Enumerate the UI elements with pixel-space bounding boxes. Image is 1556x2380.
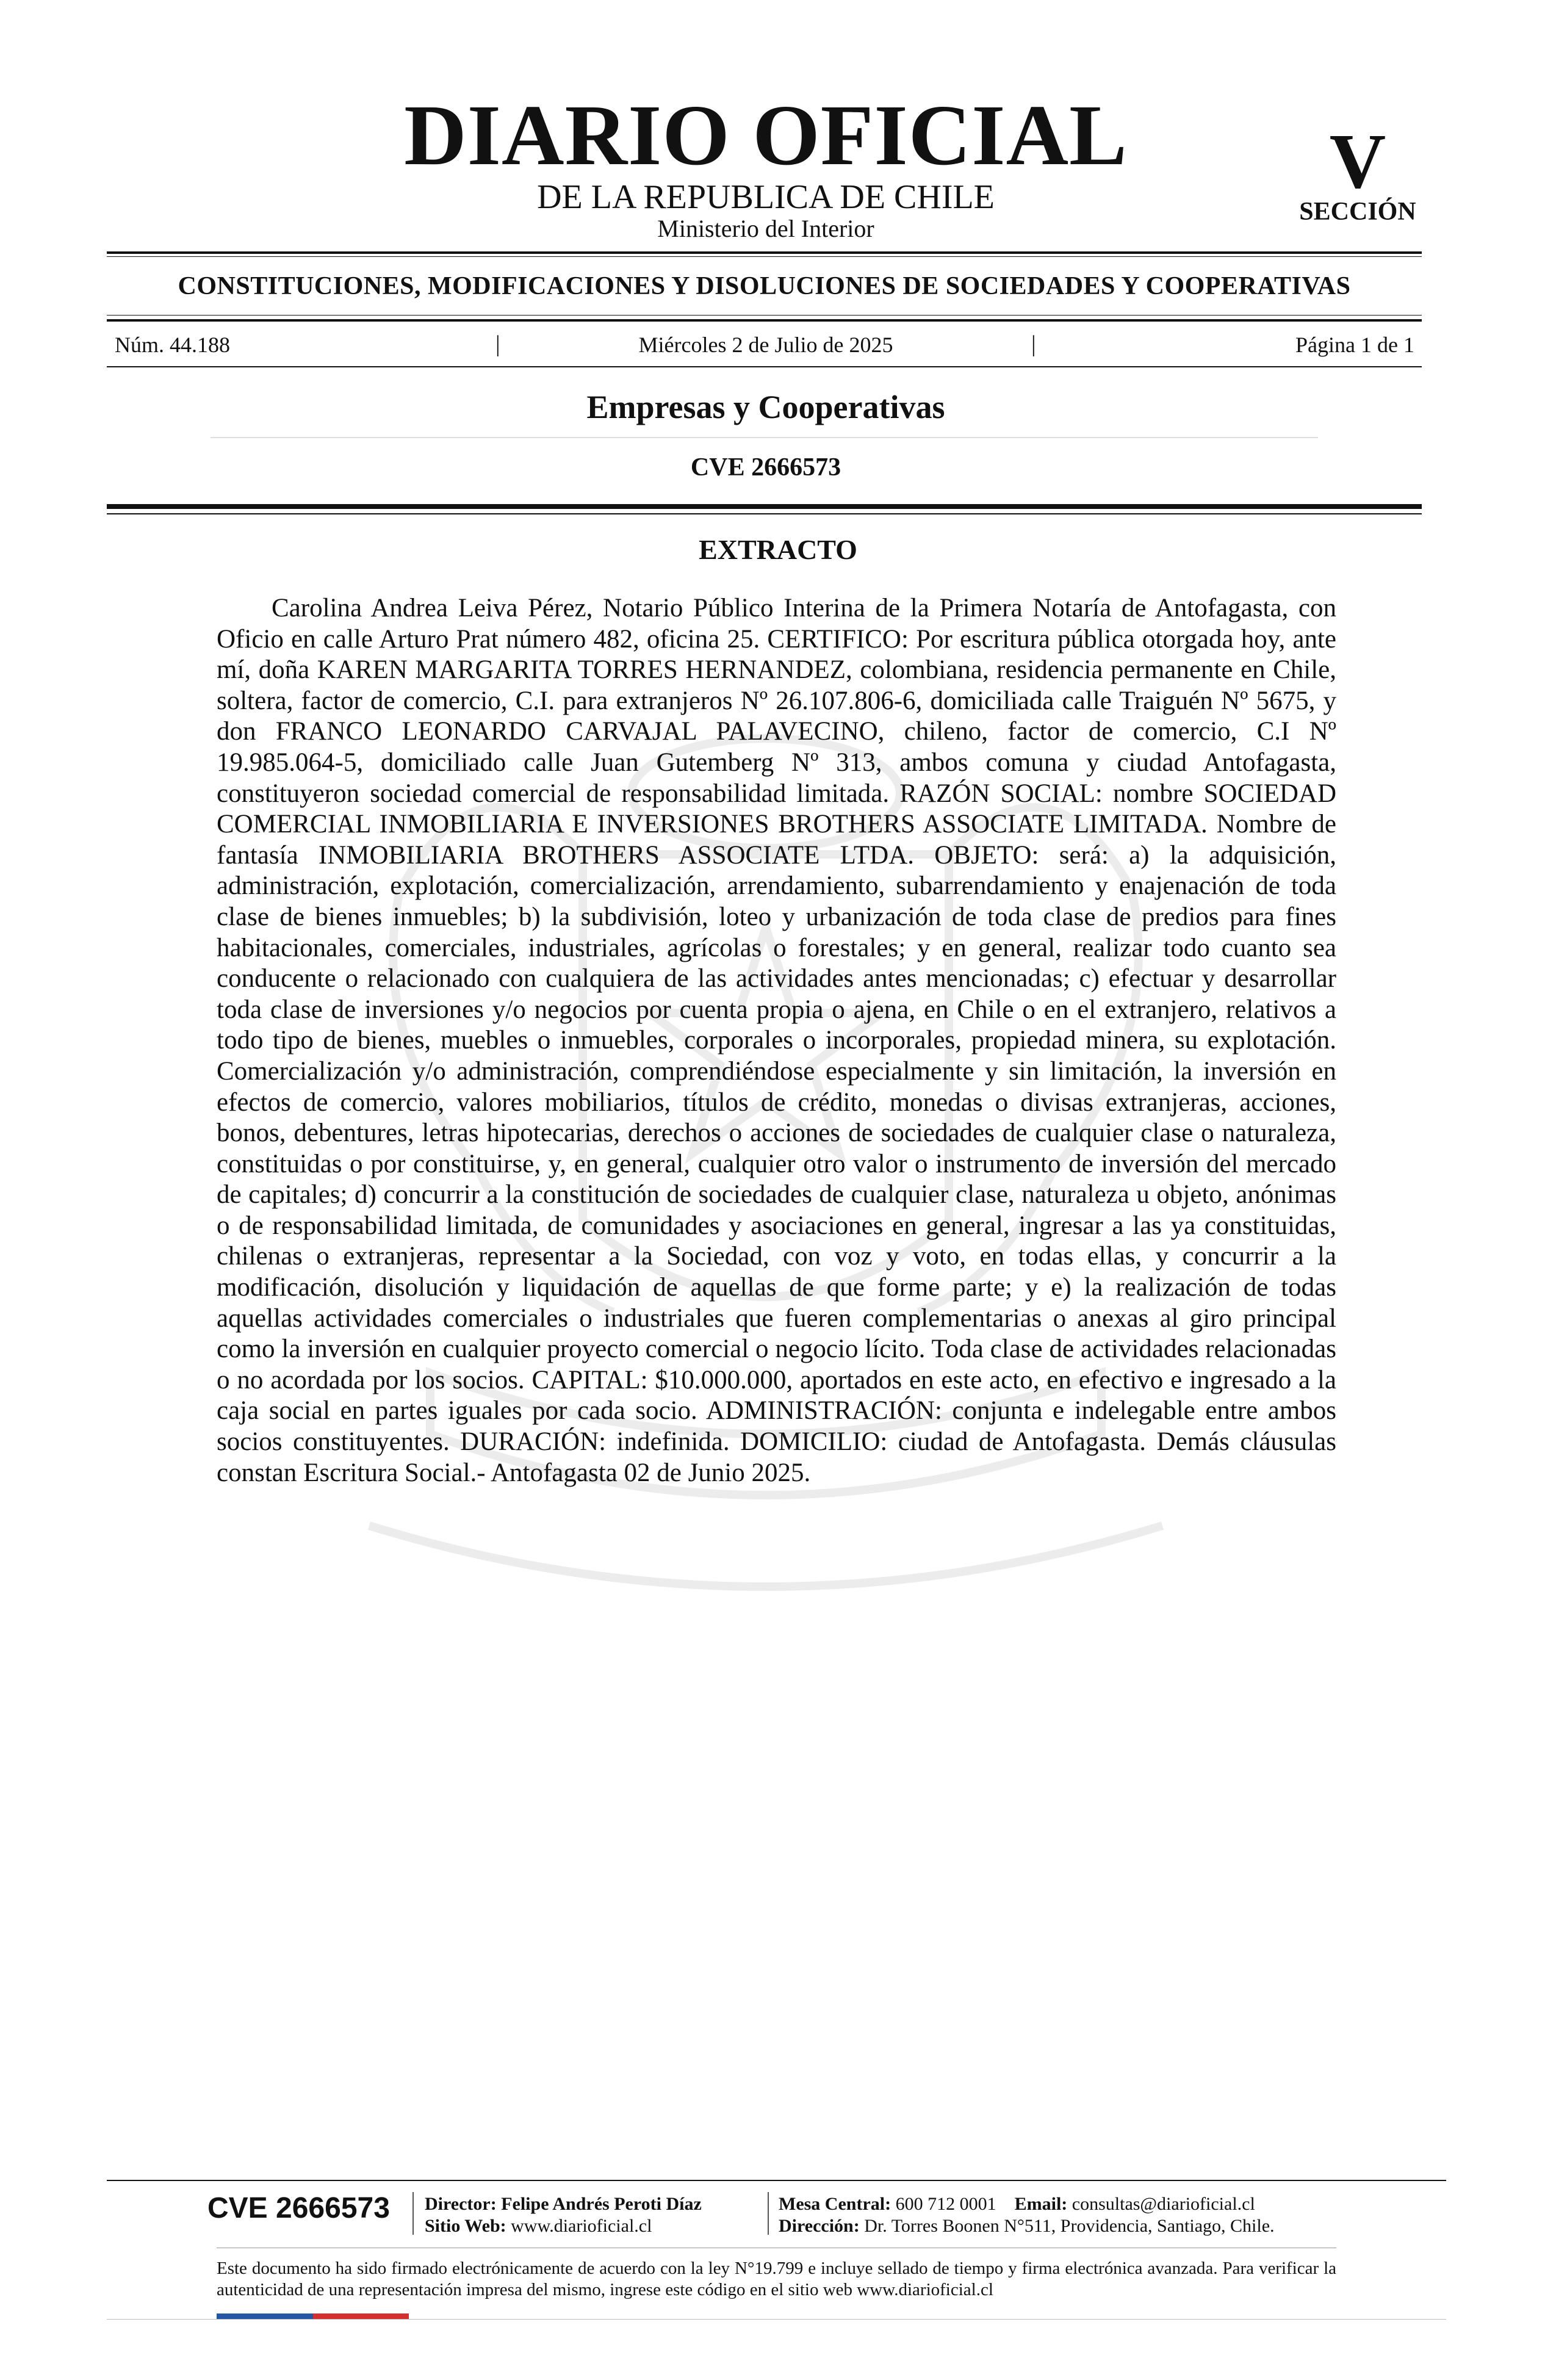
header-rule-thick <box>107 504 1422 509</box>
footer-contact-block <box>779 2193 1275 2237</box>
section-divider <box>211 437 1318 438</box>
footer-cve-code: CVE 2666573 <box>207 2192 390 2224</box>
footer-rule <box>107 2180 1446 2181</box>
address-label: Dirección: <box>779 2216 860 2236</box>
footer-separator <box>768 2192 769 2235</box>
extract-title: EXTRACTO <box>699 534 857 565</box>
site-label: Sitio Web: <box>425 2216 506 2236</box>
desk-phone: 600 712 0001 <box>895 2194 996 2214</box>
director-label: Director: <box>425 2194 497 2214</box>
masthead-ministry: Ministerio del Interior <box>657 215 874 242</box>
issue-separator: | <box>495 331 500 357</box>
issue-separator: | <box>1031 331 1036 357</box>
masthead-subtitle: DE LA REPUBLICA DE CHILE <box>537 178 995 216</box>
site-link[interactable]: www.diarioficial.cl <box>511 2216 652 2236</box>
header-rule-thin <box>107 513 1422 514</box>
extract-body: Carolina Andrea Leiva Pérez, Notario Público Interina de la Primera Notaría de Antofagasta, con Oficio en calle Arturo Prat número 482, oficina 25. CERTIFICO: Por escritura pública otorgada hoy, ante mí, doña KAREN MARGARITA TORRES HERNANDEZ, colombiana, residencia permanente en Chile, soltera, factor de comercio, C.I. para extranjeros Nº 26.107.806-6, domiciliada calle Traiguén Nº 5675, y don FRANCO LEONARDO CARVAJAL PALAVECINO, chileno, factor de comercio, C.I Nº 19.985.064-5, domiciliado calle Juan Gutemberg Nº 313, ambos comuna y ciudad Antofagasta, constituyeron sociedad comercial de responsabilidad limitada. RAZÓN SOCIAL: nombre SOCIEDAD COMERCIAL INMOBILIARIA E INVERSIONES BROTHERS ASSOCIATE LIMITADA. Nombre de fantasía INMOBILIARIA BROTHERS ASSOCIATE LTDA. OBJETO: será: a) la adquisición, administración, explotación, comercialización, arrendamiento, subarrendamiento y enajenación de toda clase de bienes inmuebles; b) la subdivisión, loteo y urbanización de toda clase de predios para fines habitacionales, comerciales, industriales, agrícolas o forestales; y en general, realizar todo cuanto sea conducente o relacionado con cualquiera de las actividades antes mencionadas; c) efectuar y desarrollar toda clase de inversiones y/o negocios por cuenta propia o ajena, en Chile o en el extranjero, relativos a todo tipo de bienes, muebles o inmuebles, corporales o incorporales, propiedad minera, su explotación. Comercialización y/o administración, comprendiéndose especialmente y sin limitación, la inversión en efectos de comercio, valores mobiliarios, títulos de crédito, monedas o divisas extranjeras, acciones, bonos, debentures, letras hipotecarias, derechos o acciones de sociedades de cualquier clase o naturaleza, constituidas o por constituirse, y, en general, cualquier otro valor o instrumento de inversión del mercado de capitales; d) concurrir a la constitución de sociedades de cualquier clase, naturaleza u objeto, anónimas o de responsabilidad limitada, de comunidades y asociaciones en general, ingresar a las ya constituidas, chilenas o extranjeras, representar a la Sociedad, con voz y voto, en todas ellas, y concurrir a la modificación, disolución y liquidación de aquellas de que forme parte; y e) la realización de todas aquellas actividades comerciales o industriales que fueren complementarias o anexas al giro principal como la inversión en cualquier proyecto comercial o negocio lícito. Toda clase de actividades relacionadas o no acordada por los socios. CAPITAL: $10.000.000, aportados en este acto, en efectivo e ingresado a la caja social en partes iguales por cada socio. ADMINISTRACIÓN: conjunta e indelegable entre ambos socios constituyentes. DURACIÓN: indefinida. DOMICILIO: ciudad de Antofagasta. Demás cláusulas constan Escritura Social.- Antofagasta 02 de Junio 2025. <box>217 594 1336 1487</box>
issue-number: Núm. 44.188 <box>115 333 230 357</box>
issue-date: Miércoles 2 de Julio de 2025 <box>638 333 893 357</box>
issue-page: Página 1 de 1 <box>1295 333 1414 357</box>
masthead-rule-thin <box>107 256 1422 257</box>
issue-rule <box>107 366 1422 367</box>
category-rule-thin <box>107 315 1422 316</box>
footer-director-block <box>425 2193 702 2237</box>
desk-label: Mesa Central: <box>779 2194 891 2214</box>
masthead-rule <box>107 251 1422 254</box>
masthead-title: DIARIO OFICIAL <box>404 87 1128 183</box>
section-label: SECCIÓN <box>1299 198 1416 226</box>
email-label: Email: <box>1014 2194 1068 2214</box>
footer-separator <box>412 2192 414 2235</box>
cve-code: CVE 2666573 <box>690 453 841 481</box>
footer-bottom-rule <box>107 2319 1446 2320</box>
email-link[interactable]: consultas@diarioficial.cl <box>1072 2194 1255 2214</box>
category-band-title: CONSTITUCIONES, MODIFICACIONES Y DISOLUCIONES DE SOCIEDADES Y COOPERATIVAS <box>178 272 1351 300</box>
section-heading: Empresas y Cooperativas <box>586 389 945 425</box>
footer-legal-notice: Este documento ha sido firmado electrónicamente de acuerdo con la ley N°19.799 e incluye sellado de tiempo y firma electrónica avanzada. Para verificar la autenticidad de una representación impresa del mismo, ingrese este código en el sitio web www.diarioficial.cl <box>217 2259 1336 2299</box>
section-letter: V <box>1329 118 1386 204</box>
category-rule <box>107 319 1422 322</box>
address-value: Dr. Torres Boonen N°511, Providencia, Santiago, Chile. <box>864 2216 1275 2236</box>
director-name: Felipe Andrés Peroti Díaz <box>501 2194 702 2214</box>
